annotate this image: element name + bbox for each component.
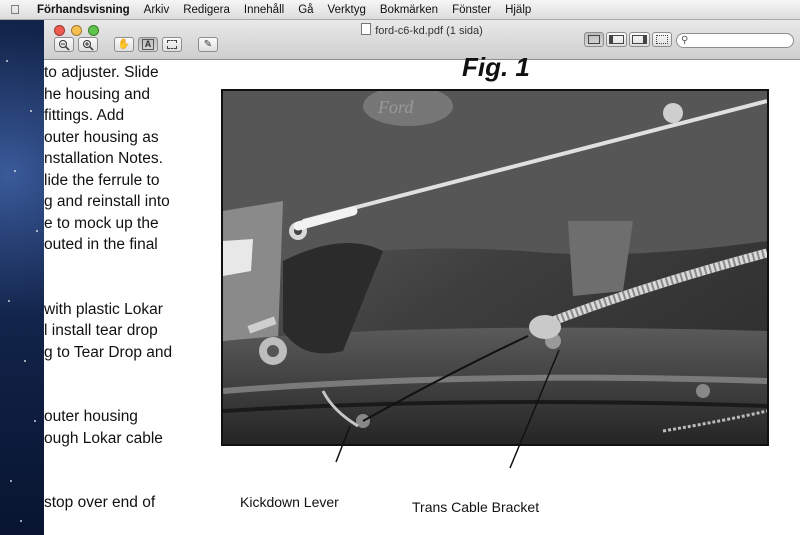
transmission-photo-illustration bbox=[223, 91, 767, 444]
single-page-view-button[interactable] bbox=[584, 32, 604, 47]
sidebar-icon bbox=[609, 35, 624, 44]
menu-fonster[interactable]: Fönster bbox=[452, 3, 492, 16]
search-icon: ⚲ bbox=[681, 35, 689, 46]
transmission-photo bbox=[221, 89, 769, 446]
text-line: outer housing as bbox=[44, 128, 159, 146]
text-line: g and reinstall into bbox=[44, 193, 170, 210]
contact-sheet-button[interactable] bbox=[652, 32, 672, 47]
body-text bbox=[44, 62, 194, 514]
menu-verktyg[interactable]: Verktyg bbox=[327, 3, 366, 16]
menu-arkiv[interactable]: Arkiv bbox=[143, 3, 170, 16]
svg-text:Ford: Ford bbox=[378, 97, 414, 117]
menu-ga[interactable]: Gå bbox=[298, 3, 314, 16]
rect-select-icon bbox=[167, 40, 177, 49]
annotate-button[interactable] bbox=[198, 37, 218, 52]
single-page-icon bbox=[588, 35, 600, 44]
contact-sheet-icon bbox=[656, 35, 668, 44]
window-title-text: ford-c6-kd.pdf (1 sida) bbox=[375, 25, 483, 37]
menu-hjalp[interactable]: Hjälp bbox=[505, 3, 532, 16]
text-line bbox=[44, 363, 194, 385]
pdf-page bbox=[44, 52, 800, 535]
text-line: he housing and bbox=[44, 85, 151, 103]
zoom-out-icon bbox=[58, 39, 70, 51]
window-titlebar bbox=[44, 20, 800, 60]
sidebar-view-button[interactable] bbox=[606, 32, 627, 47]
menu-innehall[interactable]: Innehåll bbox=[243, 3, 285, 16]
text-line: outer housing bbox=[44, 408, 138, 425]
kickdown-lever-label: Kickdown Lever bbox=[240, 494, 339, 510]
text-select-button[interactable] bbox=[138, 37, 158, 52]
menu-redigera[interactable]: Redigera bbox=[183, 3, 230, 16]
search-field[interactable] bbox=[676, 33, 794, 48]
text-line: g to Tear Drop and bbox=[44, 343, 173, 361]
figure-title: Fig. 1 bbox=[462, 52, 530, 82]
text-line: nstallation Notes. bbox=[44, 150, 163, 167]
rect-select-button[interactable] bbox=[162, 37, 182, 52]
pdf-document-icon bbox=[361, 23, 371, 35]
hand-tool-icon: ✋ bbox=[117, 39, 131, 50]
text-line: outed in the final bbox=[44, 236, 158, 253]
zoom-out-button[interactable] bbox=[54, 37, 74, 52]
text-line bbox=[44, 471, 194, 493]
text-line bbox=[44, 277, 194, 299]
text-line: stop over end of bbox=[44, 494, 156, 511]
zoom-in-button[interactable] bbox=[78, 37, 98, 52]
text-line: l install tear drop bbox=[44, 322, 158, 339]
text-line: lide the ferrule to bbox=[44, 171, 160, 189]
menu-bokmarken[interactable]: Bokmärken bbox=[379, 3, 439, 16]
preview-window bbox=[44, 20, 800, 535]
menu-app[interactable]: Förhandsvisning bbox=[37, 3, 130, 16]
text-line bbox=[44, 385, 194, 407]
two-page-view-button[interactable] bbox=[629, 32, 650, 47]
text-line: ough Lokar cable bbox=[44, 429, 163, 447]
apple-icon[interactable] bbox=[0, 2, 30, 17]
hand-tool-button[interactable] bbox=[114, 37, 134, 52]
text-line bbox=[44, 256, 194, 278]
text-line: fittings. Add bbox=[44, 107, 125, 124]
desktop-wallpaper bbox=[0, 20, 44, 535]
text-line: to adjuster. Slide bbox=[44, 64, 159, 81]
two-page-icon bbox=[632, 35, 647, 44]
text-select-icon: A bbox=[142, 39, 155, 50]
zoom-in-icon bbox=[82, 39, 94, 51]
trans-cable-bracket-label: Trans Cable Bracket bbox=[412, 499, 540, 515]
annotate-icon: ✎ bbox=[203, 39, 213, 50]
text-line bbox=[44, 449, 194, 471]
text-line: e to mock up the bbox=[44, 214, 159, 232]
menu-bar bbox=[0, 0, 800, 20]
text-line: with plastic Lokar bbox=[44, 300, 163, 318]
